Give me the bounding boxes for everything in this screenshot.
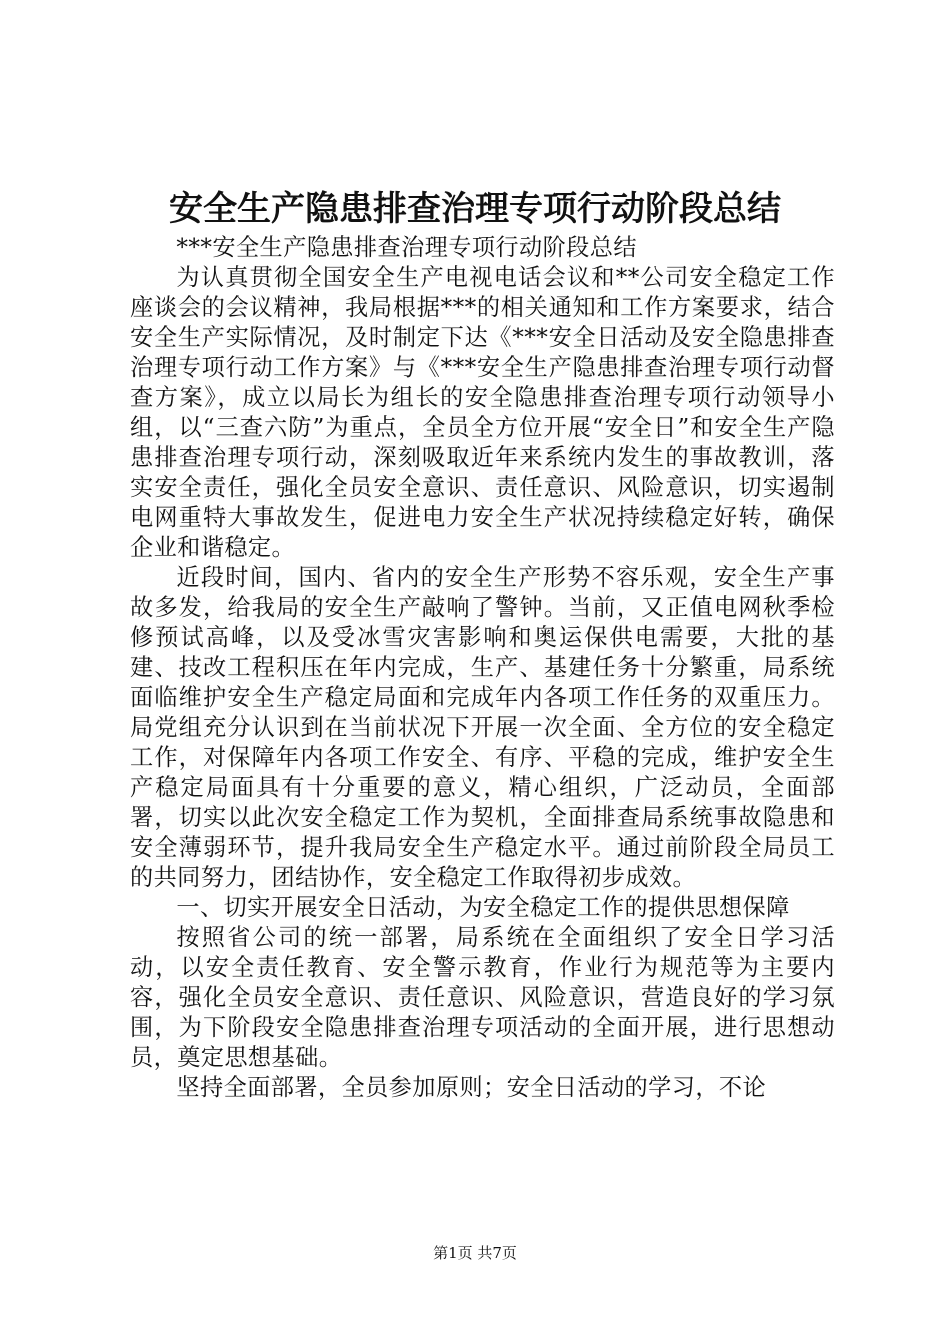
subtitle-paragraph: ***安全生产隐患排查治理专项行动阶段总结 [176, 234, 637, 261]
body-paragraph: 为认真贯彻全国安全生产电视电话会议和**公司安全稳定工作座谈会的会议精神，我局根据***的相关通知和工作方案要求，结合安全生产实际情况，及时制定下达《***安全日活动及安全隐患排查治理专项行动工作方案》与《***安全生产隐患排查治理专项行动督查方案》，成立以局长为组长的安全隐患排查治理专项行动领导小组，以“三查六防”为重点，全员全方位开展“安全日”和安全生产隐患排查治理专项行动，深刻吸取近年来系统内发生的事故教训，落实安全责任，强化全员安全意识、责任意识、风险意识，切实遏制电网重特大事故发生，促进电力安全生产状况持续稳定好转，确保企业和谐稳定。 [130, 264, 835, 561]
page-number-footer: 第1页 共7页 [433, 1244, 517, 1262]
body-paragraph: 近段时间，国内、省内的安全生产形势不容乐观，安全生产事故多发，给我局的安全生产敲响了警钟。当前，又正值电网秋季检修预试高峰，以及受冰雪灾害影响和奥运保供电需要，大批的基建、技改工程积压在年内完成，生产、基建任务十分繁重，局系统面临维护安全生产稳定局面和完成年内各项工作任务的双重压力。局党组充分认识到在当前状况下开展一次全面、全方位的安全稳定工作，对保障年内各项工作安全、有序、平稳的完成，维护安全生产稳定局面具有十分重要的意义，精心组织，广泛动员，全面部署，切实以此次安全稳定工作为契机，全面排查局系统事故隐患和安全薄弱环节，提升我局安全生产稳定水平。通过前阶段全局员工的共同努力，团结协作，安全稳定工作取得初步成效。 [130, 564, 835, 891]
section-heading: 一、切实开展安全日活动，为安全稳定工作的提供思想保障 [176, 894, 790, 921]
body-paragraph: 按照省公司的统一部署，局系统在全面组织了安全日学习活动，以安全责任教育、安全警示教育，作业行为规范等为主要内容，强化全员安全意识、责任意识、风险意识，营造良好的学习氛围，为下阶段安全隐患排查治理专项活动的全面开展，进行思想动员，奠定思想基础。 [130, 924, 835, 1071]
document-title: 安全生产隐患排查治理专项行动阶段总结 [169, 189, 781, 229]
document-body [130, 233, 835, 1103]
body-paragraph: 坚持全面部署，全员参加原则；安全日活动的学习，不论 [176, 1074, 767, 1101]
